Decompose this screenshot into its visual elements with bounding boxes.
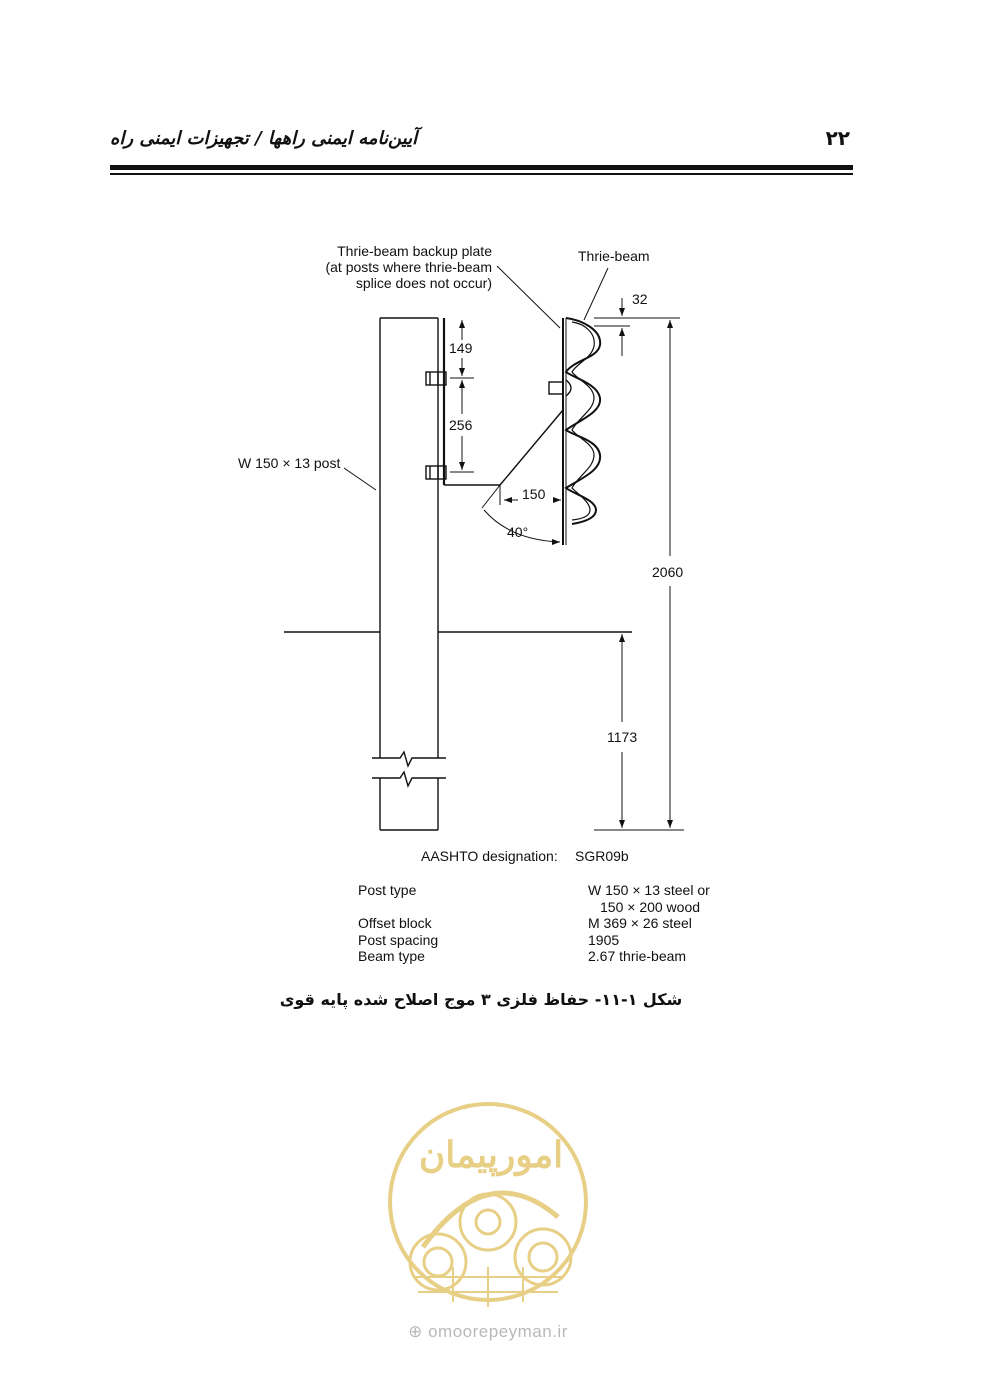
- watermark-logo-text: امورپیمان: [418, 1134, 564, 1176]
- designation-value: SGR09b: [575, 848, 629, 864]
- thrie-beam-profile: [566, 318, 600, 524]
- spec-label-offset-block: Offset block: [358, 915, 432, 931]
- dim-2060: 2060: [652, 564, 684, 580]
- spec-labels: [358, 882, 438, 965]
- dim-32: 32: [632, 291, 648, 307]
- watermark-site-text: omoorepeyman.ir: [428, 1322, 568, 1341]
- designation-label: AASHTO designation:: [421, 848, 558, 864]
- dim-256: 256: [449, 417, 473, 433]
- spec-value-post-type-1: W 150 × 13 steel or: [588, 882, 710, 898]
- spec-label-post-type: Post type: [358, 882, 417, 898]
- spec-value-offset-block: M 369 × 26 steel: [588, 915, 692, 931]
- page-number: ۲۲: [825, 126, 850, 150]
- dim-149: 149: [449, 340, 473, 356]
- spec-label-post-spacing: Post spacing: [358, 931, 439, 948]
- watermark-logo-icon: [383, 1097, 593, 1312]
- running-header-title: آیین‌نامه ایمنی راهها / تجهیزات ایمنی راه: [110, 128, 418, 149]
- post-outline: [372, 318, 446, 830]
- spec-value-post-type-2: 150 × 200 wood: [600, 898, 701, 915]
- watermark-site: [383, 1322, 593, 1342]
- label-backup-plate-3: splice does not occur): [355, 275, 492, 291]
- label-thrie-beam: Thrie-beam: [578, 248, 650, 264]
- spec-values: [588, 882, 710, 965]
- dimension-lines: [450, 298, 684, 830]
- angle-40: 40°: [507, 524, 529, 540]
- label-post: W 150 × 13 post: [238, 455, 341, 471]
- spec-label-beam-type: Beam type: [358, 948, 425, 964]
- dim-150: 150: [522, 486, 546, 502]
- backup-plate-leader: [497, 266, 560, 328]
- spec-value-beam-type: 2.67 thrie-beam: [588, 948, 687, 964]
- figure-caption: شکل ۱-۱۱- حفاظ فلزی ۳ موج اصلاح شده پایه قوی: [279, 990, 683, 1009]
- globe-icon: ⊕: [408, 1322, 423, 1341]
- label-backup-plate-1: Thrie-beam backup plate: [337, 243, 492, 259]
- spec-value-post-spacing: 1905: [588, 931, 620, 948]
- dim-1173: 1173: [607, 729, 638, 745]
- post-leader: [344, 468, 376, 490]
- thrie-beam-leader: [584, 268, 608, 320]
- label-backup-plate-2: (at posts where thrie-beam: [325, 259, 492, 275]
- beam-bolt: [549, 380, 571, 396]
